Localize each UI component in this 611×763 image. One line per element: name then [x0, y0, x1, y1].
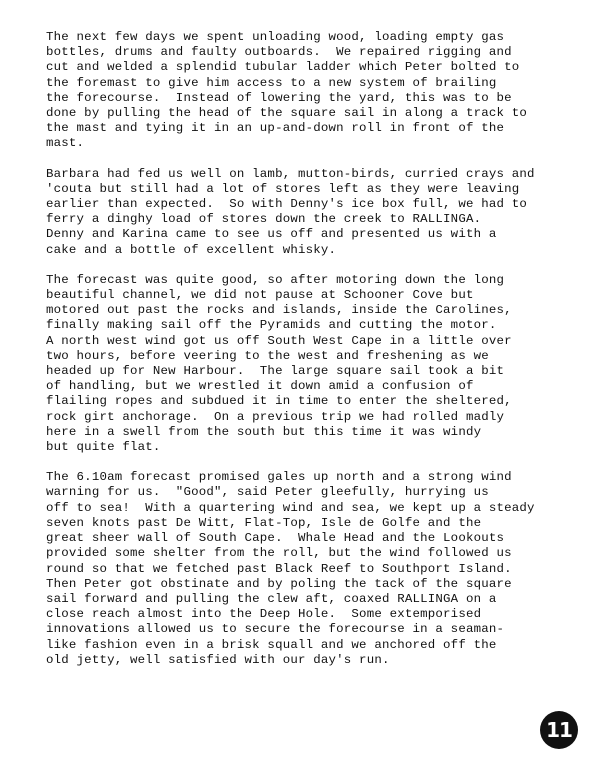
text-line: Then Peter got obstinate and by poling the tack of the square — [46, 576, 512, 591]
text-line: round so that we fetched past Black Reef to Southport Island. — [46, 561, 512, 576]
text-line: ferry a dinghy load of stores down the creek to RALLINGA. — [46, 212, 482, 227]
paragraph — [46, 273, 586, 455]
text-line: old jetty, well satisfied with our day's run. — [46, 652, 390, 667]
text-line: great sheer wall of South Cape. Whale Head and the Lookouts — [46, 531, 505, 546]
text-line: off to sea! With a quartering wind and sea, we kept up a steady — [46, 500, 535, 515]
text-line: like fashion even in a brisk squall and we anchored off the — [46, 637, 497, 652]
body-text — [46, 30, 586, 683]
page-number: 11 — [546, 718, 572, 742]
text-line: but quite flat. — [46, 440, 161, 455]
text-line: the foremast to give him access to a new system of brailing — [46, 75, 497, 90]
text-line: finally making sail off the Pyramids and cutting the motor. — [46, 318, 497, 333]
text-line: headed up for New Harbour. The large square sail took a bit — [46, 364, 505, 379]
text-line: close reach almost into the Deep Hole. Some extemporised — [46, 607, 482, 622]
text-line: seven knots past De Witt, Flat-Top, Isle de Golfe and the — [46, 515, 482, 530]
text-line: Denny and Karina came to see us off and presented us with a — [46, 227, 497, 242]
text-line: warning for us. "Good", said Peter gleefully, hurrying us — [46, 485, 489, 500]
text-line: two hours, before veering to the west and freshening as we — [46, 348, 489, 363]
paragraph — [46, 30, 586, 152]
text-line: beautiful channel, we did not pause at Schooner Cove but — [46, 288, 474, 303]
text-line: cut and welded a splendid tubular ladder which Peter bolted to — [46, 60, 520, 75]
text-line: of handling, but we wrestled it down amid a confusion of — [46, 379, 474, 394]
text-line: sail forward and pulling the clew aft, coaxed RALLINGA on a — [46, 591, 497, 606]
text-line: done by pulling the head of the square sail in along a track to — [46, 106, 528, 121]
text-line: bottles, drums and faulty outboards. We repaired rigging and — [46, 45, 512, 60]
paragraph — [46, 470, 586, 668]
text-line: rock girt anchorage. On a previous trip we had rolled madly — [46, 409, 505, 424]
text-line: The forecast was quite good, so after motoring down the long — [46, 272, 505, 287]
text-line: cake and a bottle of excellent whisky. — [46, 242, 337, 257]
text-line: innovations allowed us to secure the forecourse in a seaman- — [46, 622, 505, 637]
text-line: flailing ropes and subdued it in time to enter the sheltered, — [46, 394, 512, 409]
text-line: Barbara had fed us well on lamb, mutton-birds, curried crays and — [46, 166, 535, 181]
text-line: provided some shelter from the roll, but the wind followed us — [46, 546, 512, 561]
text-line: the forecourse. Instead of lowering the yard, this was to be — [46, 90, 512, 105]
text-line: The next few days we spent unloading wood, loading empty gas — [46, 30, 505, 44]
text-line: here in a swell from the south but this time it was windy — [46, 424, 482, 439]
text-line: The 6.10am forecast promised gales up north and a strong wind — [46, 470, 512, 485]
text-line: earlier than expected. So with Denny's ice box full, we had to — [46, 197, 528, 212]
text-line: motored out past the rocks and islands, inside the Carolines, — [46, 303, 512, 318]
text-line: the mast and tying it in an up-and-down roll in front of the — [46, 121, 505, 136]
paragraph — [46, 167, 586, 258]
page-number-badge — [540, 711, 578, 749]
text-line: mast. — [46, 136, 85, 151]
text-line: A north west wind got us off South West Cape in a little over — [46, 333, 512, 348]
text-line: 'couta but still had a lot of stores left as they were leaving — [46, 181, 520, 196]
